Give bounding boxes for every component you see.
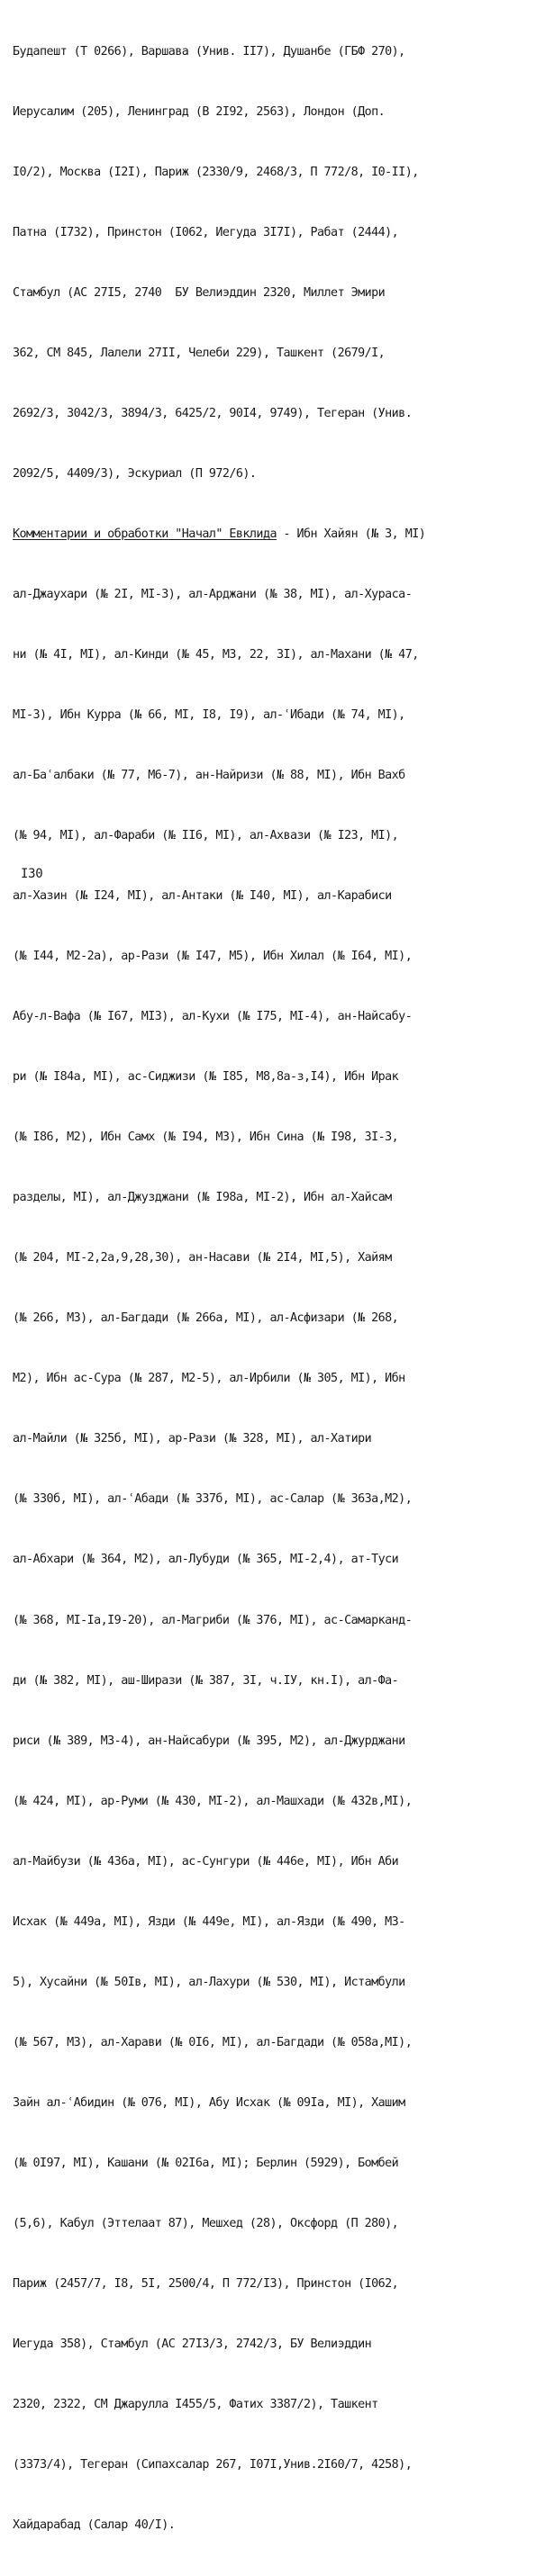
text-line: ал-Майли (№ 325б, MI), ар-Рази (№ 328, MI), ал-Хатири [13,1432,372,1446]
text-line: Париж (2457/7, I8, 5I, 2500/4, П 772/I3), Принстон (I062, [13,2276,399,2291]
text-line: (№ 266, М3), ал-Багдади (№ 266а, MI), ал-Асфизари (№ 268, [13,1311,399,1326]
text-line: 2320, 2322, СМ Джарулла I455/5, Фатих 3387/2), Ташкент [13,2397,378,2411]
section-heading: Комментарии и обработки "Начал" Евклида [13,527,277,541]
text-line: Зайн ал-ʿАбидин (№ 076, MI), Абу Исхак (№ 09Iа, MI), Хашим [13,2095,405,2110]
text-line: риси (№ 389, М3-4), ан-Найсабури (№ 395, M2), ал-Джурджани [13,1734,405,1748]
page-number: I30 [21,867,43,881]
text-line: (№ 424, MI), ар-Руми (№ 430, MI-2), ал-Машхади (№ 432в,MI), [13,1794,413,1808]
text-line: (5,6), Кабул (Эттелаат 87), Мешхед (28), Оксфорд (П 280), [13,2216,399,2230]
text-line: Иегуда 358), Стамбул (АС 27I3/3, 2742/3, БУ Велиэддин [13,2337,372,2351]
text-line: ал-Абхари (№ 364, М2), ал-Лубуди (№ 365, MI-2,4), ат-Туси [13,1553,399,1567]
text-line: (№ I86, M2), Ибн Самх (№ I94, М3), Ибн Сина (№ I98, 3I-3, [13,1130,399,1145]
text-line: Иерусалим (205), Ленинград (В 2I92, 2563), Лондон (Доп. [13,104,386,119]
text-line: 5), Хусайни (№ 50Iв, MI), ал-Лахури (№ 530, MI), Истамбули [13,1975,405,1989]
text-line: (№ 330б, MI), ал-ʿАбади (№ 337б, MI), ас-Салар (№ 363а,M2), [13,1492,413,1507]
text-line: ал-Джаухари (№ 2I, MI-3), ал-Арджани (№ 38, MI), ал-Хураса- [13,587,413,601]
text-line: 2092/5, 4409/3), Эскуриал (П 972/6). [13,466,257,481]
text-line: Патна (I732), Принстон (I062, Иегуда 3I7I), Рабат (2444), [13,225,399,239]
text-line: MI-3), Ибн Курра (№ 66, MI, I8, I9), ал-ʿИбади (№ 74, MI), [13,708,405,723]
text-line: Исхак (№ 449а, MI), Язди (№ 449е, MI), ал-Язди (№ 490, М3- [13,1914,405,1929]
section-first-line [13,525,535,545]
text-line: I0/2), Москва (I2I), Париж (2330/9, 2468/3, П 772/8, I0-II), [13,165,419,179]
text-line: ал-Хазин (№ I24, MI), ал-Антаки (№ I40, MI), ал-Карабиси [13,889,392,904]
text-line: ни (№ 4I, MI), ал-Кинди (№ 45, М3, 22, 3I), ал-Махани (№ 47, [13,648,419,662]
text-line: ал-Майбузи (№ 436а, MI), ас-Сунгури (№ 446е, MI), Ибн Аби [13,1854,399,1869]
text-line: разделы, MI), ал-Джузджани (№ I98а, MI-2), Ибн ал-Хайсам [13,1191,392,1205]
text-line: (№ 368, MI-Iа,I9-20), ал-Магриби (№ 376, MI), ас-Самарканд- [13,1613,413,1627]
body-text [13,2,535,2576]
text-line: 362, СМ 845, Лалели 27II, Челеби 229), Ташкент (2679/I, [13,346,386,360]
text-line: 2692/3, 3042/3, 3894/3, 6425/2, 90I4, 9749), Тегеран (Унив. [13,406,413,420]
text-line: (№ 567, М3), ал-Харави (№ 0I6, MI), ал-Багдади (№ 058а,MI), [13,2035,413,2049]
text-line: ри (№ I84а, MI), ас-Сиджизи (№ I85, M8,8а-з,I4), Ибн Ирак [13,1070,399,1085]
text-line: ди (№ 382, MI), аш-Ширази (№ 387, 3I, ч.IУ, кн.I), ал-Фа- [13,1673,399,1688]
text-line: Будапешт (Т 0266), Варшава (Унив. II7), Душанбе (ГБФ 270), [13,44,405,59]
text-line: ал-Баʿалбаки (№ 77, М6-7), ан-Найризи (№ 88, MI), Ибн Вахб [13,769,405,783]
text-line: (№ 94, MI), ал-Фараби (№ II6, MI), ал-Ахвази (№ I23, MI), [13,829,399,843]
text-line: M2), Ибн ас-Сура (№ 287, М2-5), ал-Ирбили (№ 305, MI), Ибн [13,1372,405,1386]
text-line: Абу-л-Вафа (№ I67, MI3), ал-Кухи (№ I75, MI-4), ан-Найсабу- [13,1010,413,1024]
text-line: (№ 204, MI-2,2а,9,28,30), ан-Насави (№ 2I4, MI,5), Хайям [13,1251,392,1265]
text-fragment: - Ибн Хайян (№ 3, MI) [276,527,426,541]
text-line: Стамбул (АС 27I5, 2740 БУ Велиэддин 2320, Миллет Эмири [13,285,386,300]
text-line: (№ 0I97, MI), Кашани (№ 02I6а, MI); Берлин (5929), Бомбей [13,2156,399,2170]
text-line: (№ I44, М2-2а), ар-Рази (№ I47, М5), Ибн Хилал (№ I64, MI), [13,950,413,964]
text-line: (3373/4), Тегеран (Сипахсалар 267, I07I,Унив.2I60/7, 4258), [13,2457,413,2472]
text-line: Хайдарабад (Салар 40/I). [13,2517,176,2532]
